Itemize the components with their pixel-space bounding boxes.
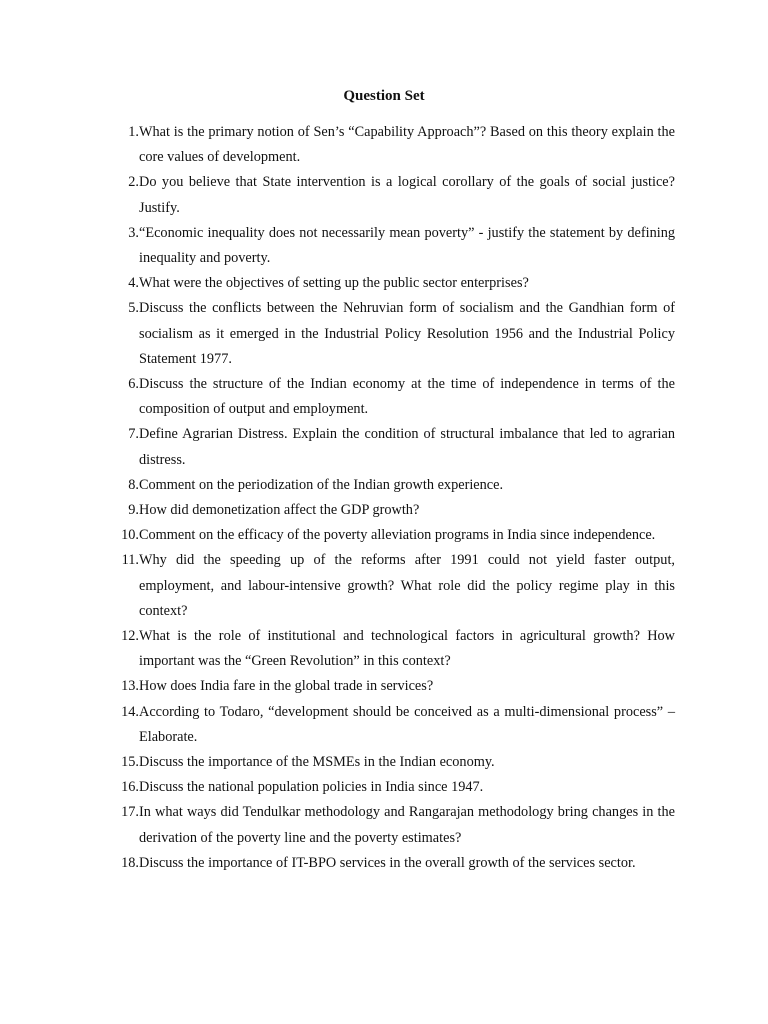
question-text: Discuss the national population policies in India since 1947. [139, 779, 484, 796]
question-item [110, 221, 675, 271]
question-number: 12. [121, 628, 139, 645]
question-item [110, 271, 675, 296]
question-text: In what ways did Tendulkar methodology and Rangarajan methodology bring changes in the derivation of the poverty line and the poverty estimates? [139, 804, 675, 846]
question-item [110, 775, 675, 800]
question-number: 7. [128, 426, 139, 443]
question-item [110, 851, 675, 876]
question-item [110, 700, 675, 750]
question-item [110, 296, 675, 372]
question-item [110, 674, 675, 699]
question-number: 5. [128, 300, 139, 317]
question-text: How did demonetization affect the GDP growth? [139, 502, 420, 519]
question-number: 1. [128, 124, 139, 140]
question-item [110, 750, 675, 775]
question-item [110, 170, 675, 220]
question-number: 9. [128, 502, 139, 519]
question-text: “Economic inequality does not necessarily mean poverty” - justify the statement by defining inequality and poverty. [139, 224, 675, 267]
question-number: 8. [128, 476, 139, 493]
question-text: How does India fare in the global trade in services? [139, 678, 434, 695]
question-number: 3. [128, 224, 139, 241]
question-text: Why did the speeding up of the reforms after 1991 could not yield faster output, employment, and labour-intensive growth? What role did the policy regime play in this context? [139, 552, 675, 619]
question-item [110, 498, 675, 523]
question-text: What were the objectives of setting up the public sector enterprises? [139, 275, 529, 292]
question-text: Define Agrarian Distress. Explain the condition of structural imbalance that led to agrarian distress. [139, 426, 675, 468]
page-title: Question Set [343, 88, 425, 104]
question-item [110, 548, 675, 624]
question-number: 16. [121, 779, 139, 796]
question-item [110, 473, 675, 498]
question-number: 6. [128, 376, 139, 393]
question-item [110, 624, 675, 674]
question-number: 4. [128, 275, 139, 292]
question-text: Comment on the efficacy of the poverty alleviation programs in India since independence. [139, 527, 656, 544]
question-text: Discuss the structure of the Indian economy at the time of independence in terms of the composition of output and employment. [139, 376, 675, 418]
question-text: What is the primary notion of Sen’s “Capability Approach”? Based on this theory explain the core values of development. [139, 124, 675, 166]
question-text: Do you believe that State intervention is a logical corollary of the goals of social justice? Justify. [139, 174, 675, 216]
question-text: According to Todaro, “development should be conceived as a multi-dimensional process” – Elaborate. [139, 703, 675, 745]
question-text: Comment on the periodization of the Indian growth experience. [139, 476, 504, 493]
question-number: 13. [121, 678, 139, 695]
question-text: Discuss the conflicts between the Nehruvian form of socialism and the Gandhian form of socialism as it emerged in the Industrial Policy Resolution 1956 and the Industrial Policy Statement 1977. [139, 300, 675, 367]
question-list [110, 120, 675, 876]
question-item [110, 120, 675, 170]
question-number: 10. [121, 527, 139, 544]
question-number: 14. [121, 703, 139, 720]
question-text: Discuss the importance of IT-BPO services in the overall growth of the services sector. [139, 854, 636, 871]
question-number: 15. [121, 754, 139, 771]
question-number: 11. [121, 552, 139, 569]
question-item [110, 800, 675, 850]
question-text: What is the role of institutional and technological factors in agricultural growth? How important was the “Green Revolution” in this context? [139, 628, 675, 670]
question-number: 17. [121, 804, 139, 821]
question-number: 2. [128, 174, 139, 191]
question-item [110, 422, 675, 472]
question-text: Discuss the importance of the MSMEs in the Indian economy. [139, 754, 495, 771]
question-item [110, 523, 675, 548]
question-item [110, 372, 675, 422]
question-number: 18. [121, 854, 139, 871]
